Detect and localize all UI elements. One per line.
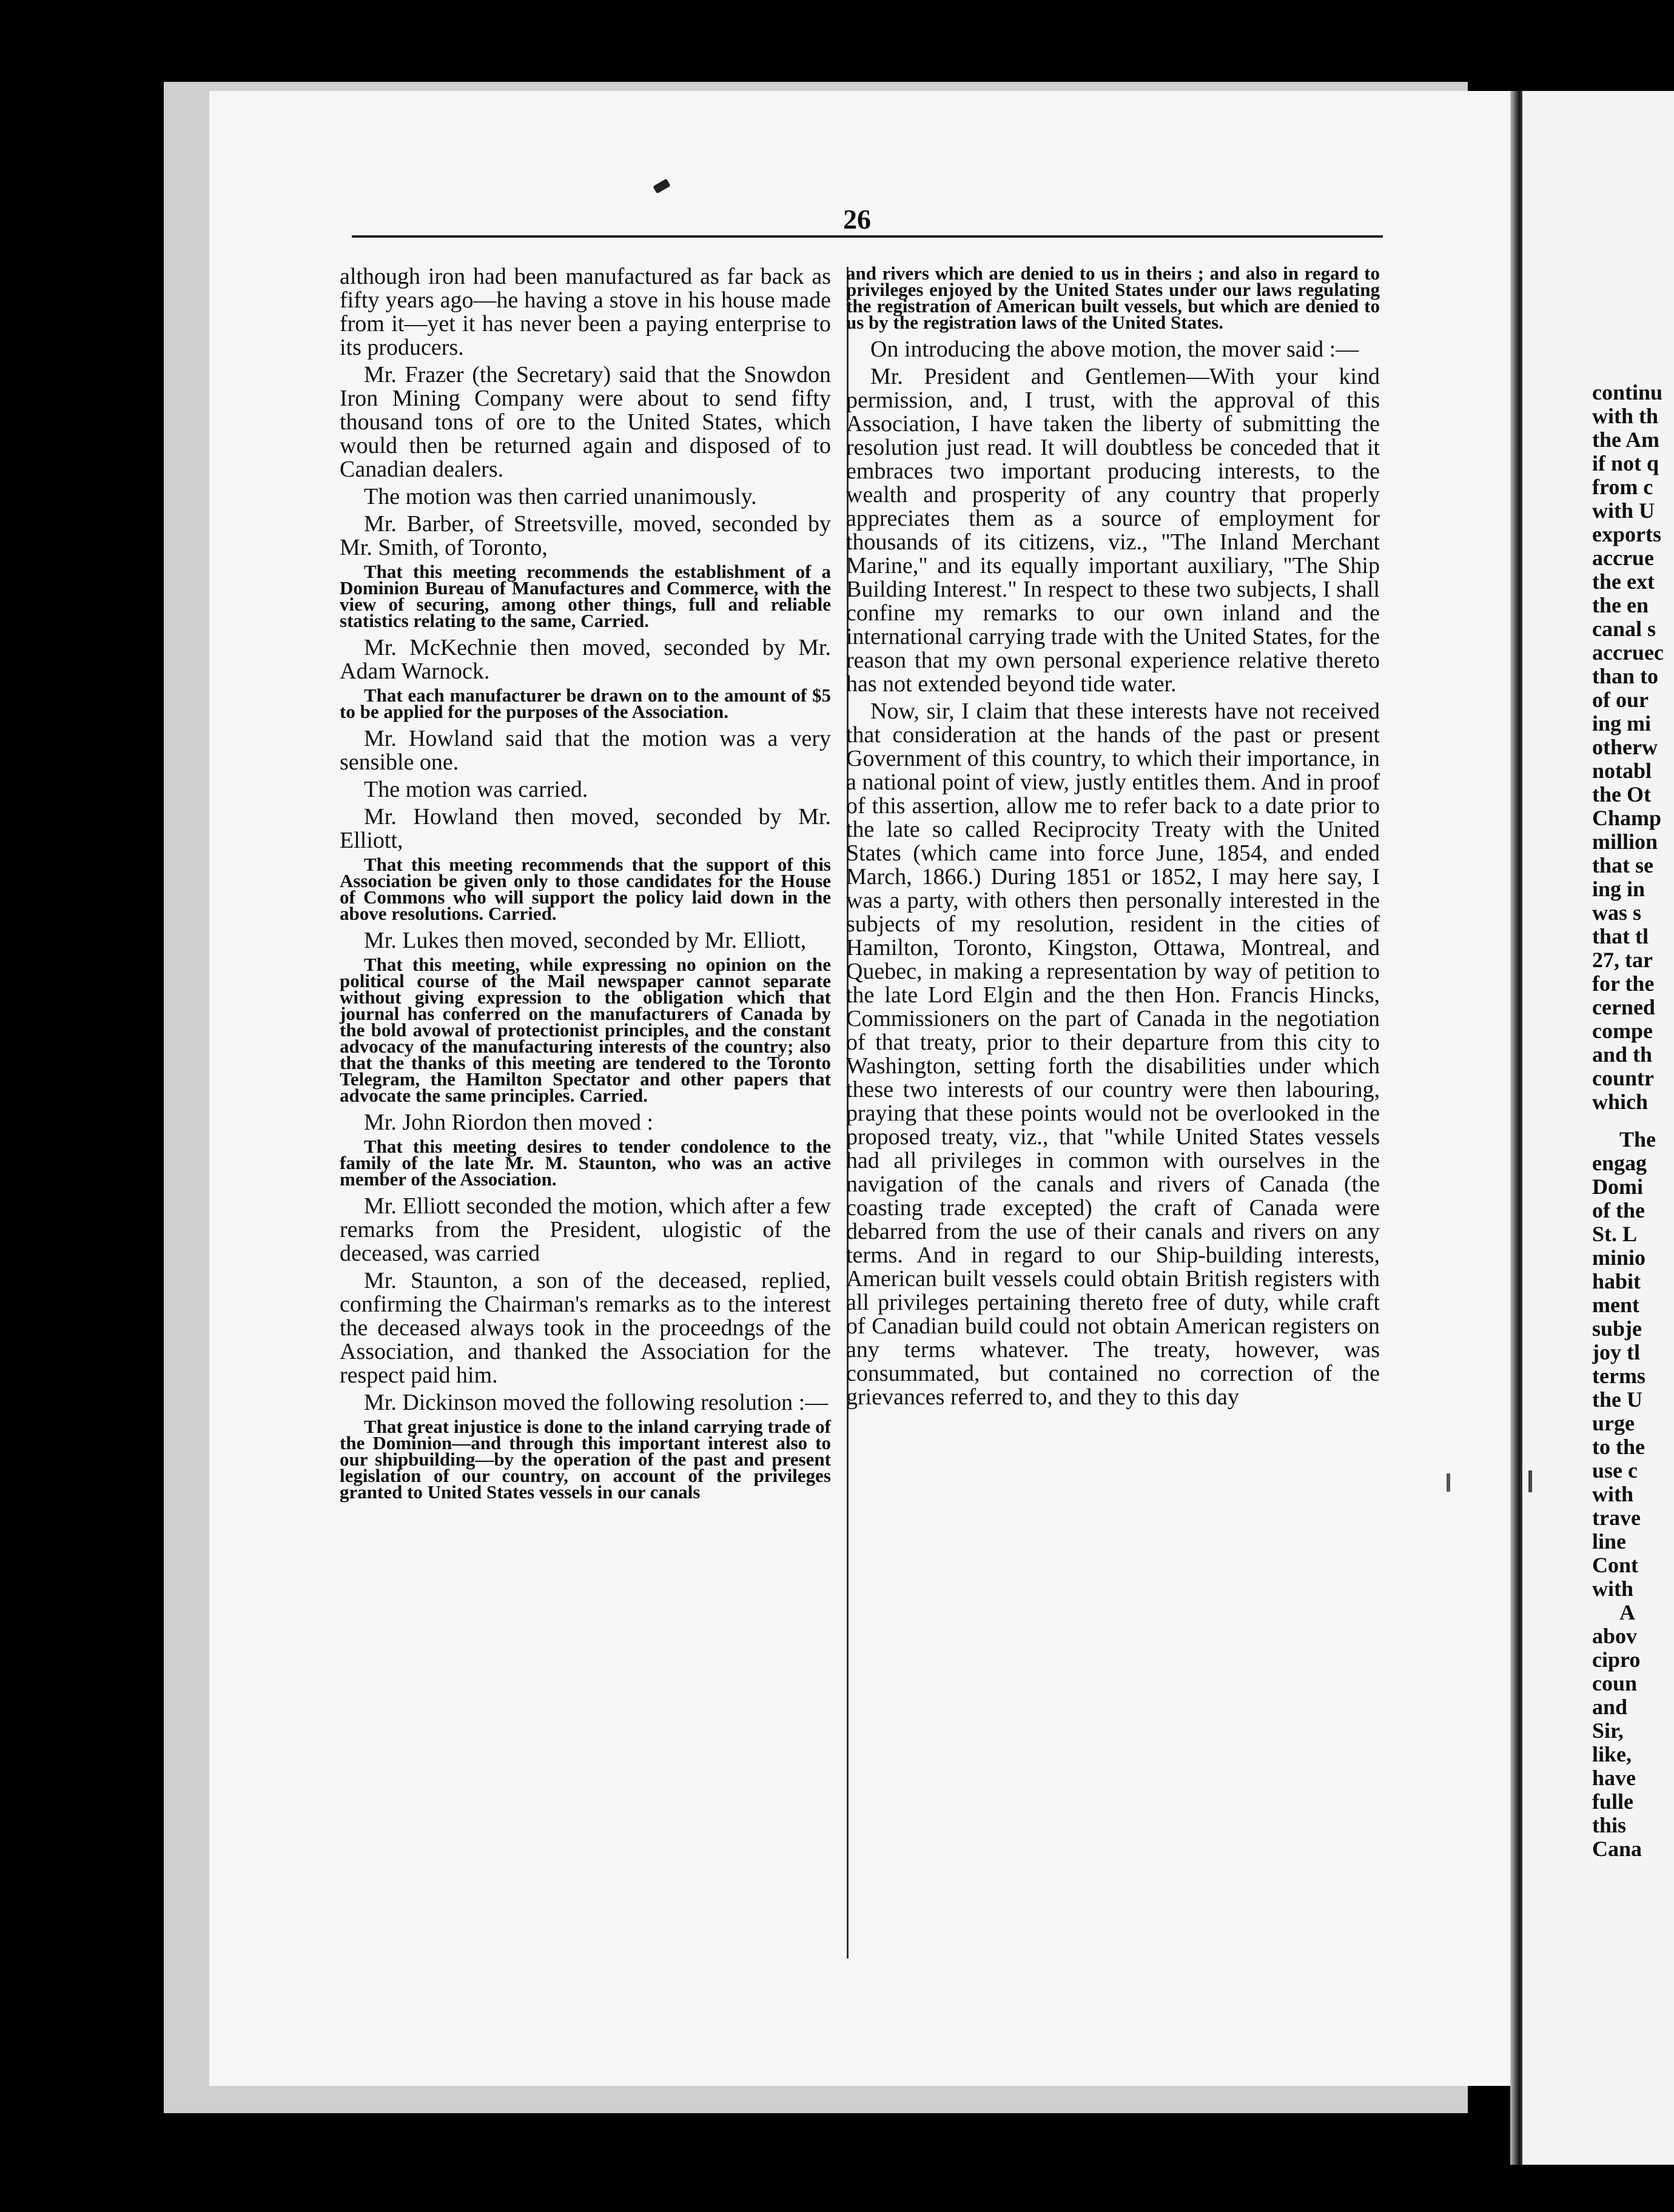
facing-line: fulle bbox=[1592, 1790, 1633, 1814]
facing-line: exports bbox=[1592, 523, 1661, 546]
facing-line: was s bbox=[1592, 901, 1642, 925]
header-rule bbox=[352, 235, 1383, 238]
resolution-text: That each manufacturer be drawn on to the amount of $5 to be applied for the purposes of the Association. bbox=[340, 685, 831, 722]
facing-line: joy tl bbox=[1592, 1341, 1640, 1364]
facing-line: to the bbox=[1592, 1435, 1645, 1459]
facing-line: from c bbox=[1592, 475, 1653, 499]
facing-line: cerned bbox=[1592, 996, 1655, 1019]
facing-line: cipro bbox=[1592, 1648, 1641, 1672]
facing-line: engag bbox=[1592, 1151, 1647, 1175]
facing-line: have bbox=[1592, 1766, 1636, 1790]
paragraph: Now, sir, I claim that these interests have not received that consideration at the hands of the past or present Government of this country, to which their importance, in a national point of view, justly entitles them. And in proof of this assertion, allow me to refer back to a date prior to the late so called Reciprocity Treaty with the United States (which came into force June, 1854, and ended March, 1866.) During 1851 or 1852, I may here say, I was a party, with others then personally interested in the subjects of my resolution, resident in the cities of Hamilton, Toronto, Kingston, Ottawa, Montreal, and Quebec, in making a representation by way of petition to the late Lord Elgin and the then Hon. Francis Hincks, Commissioners on the part of Canada in the negotiation of that treaty, prior to their departure from this city to Washington, setting forth the disabilities under which these two interests of our country were then labouring, praying that these points would not be overlooked in the proposed treaty, viz., that "while United States vessels had all privileges in common with ourselves in the navigation of the canals and rivers of Canada (the coasting trade excepted) the craft of Canada were debarred from the use of their canals and rivers on any terms. And in regard to our Ship-building interests, American built vessels could obtain British registers with all privileges pertaining thereto free of duty, while craft of Canadian build could not obtain American registers on any terms whatever. The treaty, however, was consummated, but contained no correction of the grievances referred to, and they to this day bbox=[846, 699, 1380, 1410]
facing-line: this bbox=[1592, 1814, 1627, 1837]
facing-line: for the bbox=[1592, 972, 1655, 996]
facing-line: terms bbox=[1592, 1364, 1645, 1388]
facing-line: with U bbox=[1592, 499, 1655, 523]
facing-line: with bbox=[1592, 1483, 1634, 1506]
paragraph: The motion was then carried unanimously. bbox=[364, 484, 757, 509]
facing-line: Sir, bbox=[1592, 1719, 1624, 1743]
facing-line: with bbox=[1592, 1577, 1634, 1601]
facing-line: line bbox=[1592, 1530, 1627, 1553]
facing-line: A bbox=[1619, 1601, 1635, 1624]
facing-line: use c bbox=[1592, 1459, 1638, 1483]
resolution-text: That this meeting recommends the establishment of a Dominion Bureau of Manufactures and Commerce, with the view of securing, among other things, full and reliable statistics relating to the same, Carried. bbox=[340, 561, 831, 631]
facing-line: otherw bbox=[1592, 736, 1658, 759]
paragraph: Mr. President and Gentlemen—With your kind permission, and, I trust, with the approval of this Association, I have taken the liberty of submitting the resolution just read. It will doubtless be conceded that it embraces two important producing interests, to the wealth and prosperity of any country that properly appreciates them as a source of employment for thousands of its citizens, viz., "The Inland Merchant Marine," and its equally important auxiliary, "The Ship Building Interest." In respect to these two subjects, I shall confine my remarks to our own inland and the international carrying trade with the United States, for the reason that my own personal experience relative thereto has not extended beyond tide water. bbox=[846, 364, 1380, 697]
facing-line: that se bbox=[1592, 854, 1653, 877]
paragraph: although iron had been manufactured as far back as fifty years ago—he having a stove in his house made from it—yet it has never been a paying enterprise to its producers. bbox=[340, 264, 831, 360]
facing-line: and bbox=[1592, 1695, 1628, 1719]
paragraph: Mr. Lukes then moved, seconded by Mr. Elliott, bbox=[364, 928, 807, 953]
paragraph: Mr. Staunton, a son of the deceased, replied, confirming the Chairman's remarks as to the interest the deceased always took in the proceedngs of the Association, and thanked the Association for the respect paid him. bbox=[340, 1268, 831, 1388]
facing-line: if not q bbox=[1592, 452, 1659, 475]
resolution-text: and rivers which are denied to us in theirs ; and also in regard to privileges enjoyed by the United States under our laws regulating the registration of American built vessels, but which are denied to us by the registration laws of the United States. bbox=[846, 263, 1380, 333]
facing-line: minio bbox=[1592, 1246, 1646, 1270]
paragraph: Mr. John Riordon then moved : bbox=[364, 1110, 654, 1135]
facing-line: subje bbox=[1592, 1317, 1642, 1341]
paragraph: Mr. Dickinson moved the following resolution :— bbox=[364, 1390, 829, 1415]
facing-line: accruec bbox=[1592, 641, 1664, 665]
left-column bbox=[340, 265, 831, 1507]
facing-line: Domi bbox=[1592, 1175, 1643, 1199]
facing-line: like, bbox=[1592, 1743, 1632, 1766]
facing-line: ing in bbox=[1592, 877, 1645, 901]
facing-line: the Am bbox=[1592, 428, 1659, 452]
facing-line: countr bbox=[1592, 1067, 1654, 1090]
paragraph: Mr. Howland said that the motion was a very sensible one. bbox=[340, 726, 831, 775]
facing-line: with th bbox=[1592, 404, 1659, 428]
page-number: 26 bbox=[843, 204, 871, 235]
facing-line: notabl bbox=[1592, 759, 1652, 783]
facing-line: coun bbox=[1592, 1672, 1638, 1695]
facing-line: million bbox=[1592, 830, 1658, 854]
margin-mark bbox=[1447, 1473, 1450, 1492]
facing-line: accrue bbox=[1592, 546, 1654, 570]
facing-line: continu bbox=[1592, 381, 1663, 404]
facing-line: Cont bbox=[1592, 1553, 1639, 1577]
paragraph: Mr. Barber, of Streetsville, moved, seconded by Mr. Smith, of Toronto, bbox=[340, 511, 831, 560]
facing-line: canal s bbox=[1592, 617, 1656, 641]
facing-line: of the bbox=[1592, 1199, 1645, 1222]
facing-line: 27, tar bbox=[1592, 948, 1653, 972]
facing-line: St. L bbox=[1592, 1222, 1638, 1246]
margin-mark bbox=[1528, 1470, 1532, 1492]
facing-line: ing mi bbox=[1592, 712, 1652, 736]
facing-line: than to bbox=[1592, 665, 1659, 688]
paragraph: On introducing the above motion, the mover said :— bbox=[870, 337, 1359, 362]
facing-line: and th bbox=[1592, 1043, 1653, 1067]
resolution-text: That this meeting desires to tender condolence to the family of the late Mr. M. Staunton, who was an active member of the Association. bbox=[340, 1136, 831, 1190]
right-column bbox=[846, 265, 1380, 1413]
facing-line: compe bbox=[1592, 1019, 1653, 1043]
resolution-text: That this meeting recommends that the support of this Association be given only to those candidates for the House of Commons who will support the policy laid down in the above resolutions. Carried. bbox=[340, 854, 831, 924]
facing-line: that tl bbox=[1592, 925, 1649, 948]
facing-line: the en bbox=[1592, 594, 1649, 617]
paragraph: Mr. Frazer (the Secretary) said that the Snowdon Iron Mining Company were about to send fifty thousand tons of ore to the United States, which would then be returned again and disposed of to Canadian dealers. bbox=[340, 362, 831, 482]
facing-line: the U bbox=[1592, 1388, 1642, 1412]
resolution-text: That great injustice is done to the inland carrying trade of the Dominion—and through this important interest also to our shipbuilding—by the operation of the past and present legislation of our country, on account of the privileges granted to United States vessels in our canals bbox=[340, 1416, 831, 1503]
facing-line: abov bbox=[1592, 1624, 1638, 1648]
facing-page bbox=[1522, 91, 1674, 2165]
resolution-text: That this meeting, while expressing no opinion on the political course of the Mail newspaper cannot separate without giving expression to the obligation which that journal has conferred on the manufacturers of Canada by the bold avowal of protectionist principles, and the constant advocacy of the manufacturing interests of the country; also that the thanks of this meeting are tendered to the Toronto Telegram, the Hamilton Spectator and other papers that advocate the same principles. Carried. bbox=[340, 954, 831, 1106]
paragraph: The motion was carried. bbox=[364, 777, 588, 802]
facing-line: trave bbox=[1592, 1506, 1641, 1530]
facing-line: of our bbox=[1592, 688, 1649, 712]
facing-line: habit bbox=[1592, 1270, 1641, 1293]
facing-line: The bbox=[1619, 1128, 1656, 1151]
facing-line: the ext bbox=[1592, 570, 1655, 594]
facing-line: the Ot bbox=[1592, 783, 1651, 806]
paragraph: Mr. McKechnie then moved, seconded by Mr. Adam Warnock. bbox=[340, 635, 831, 684]
facing-line: Champ bbox=[1592, 806, 1662, 830]
facing-line: Cana bbox=[1592, 1837, 1642, 1861]
facing-line: urge bbox=[1592, 1412, 1635, 1435]
paragraph: Mr. Elliott seconded the motion, which after a few remarks from the President, ulogistic of the deceased, was carried bbox=[340, 1193, 831, 1266]
facing-line: which bbox=[1592, 1090, 1649, 1114]
paragraph: Mr. Howland then moved, seconded by Mr. Elliott, bbox=[340, 804, 831, 853]
facing-line: ment bbox=[1592, 1293, 1639, 1317]
